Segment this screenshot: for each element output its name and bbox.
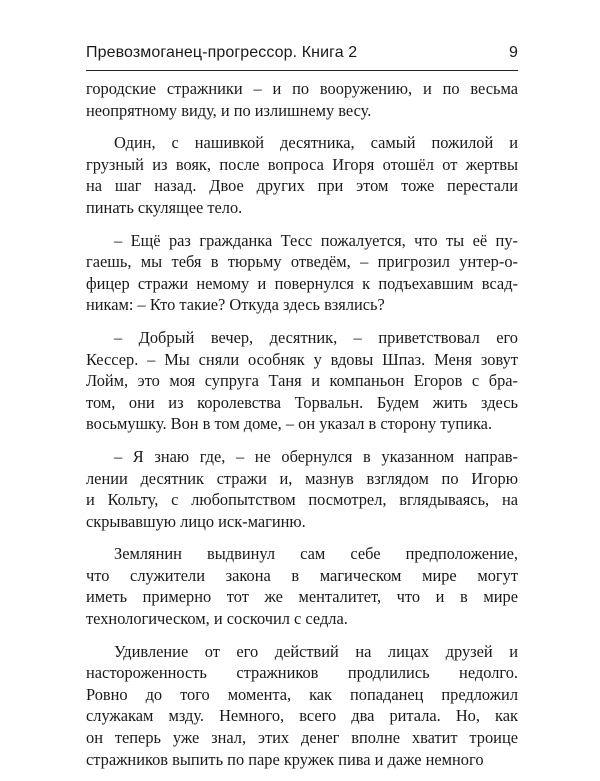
text-line: и Кольту, с любопытством посмотрел, вглядываясь, на	[86, 490, 518, 510]
text-line: Землянин выдвинул сам себе предположение,	[114, 544, 518, 564]
text-line: служакам мзду. Немного, всего два ритала. Но, как	[86, 706, 518, 726]
paragraph	[86, 641, 518, 771]
text-line: Кессер. – Мы сняли особняк у вдовы Шпаз. Меня зовут	[86, 349, 518, 369]
paragraph	[86, 132, 518, 218]
page-number: 9	[509, 44, 518, 61]
text-line: гаешь, мы тебя в тюрьму отведём, – пригрозил унтер-о-	[86, 252, 518, 272]
text-line: на шаг назад. Двое других при этом тоже перестали	[86, 176, 518, 196]
text-line: технологическом, и соскочил с седла.	[86, 609, 348, 629]
text-line: восьмушку. Вон в том доме, – он указал в сторону тупика.	[86, 414, 493, 434]
text-line: настороженность стражников продлились недолго.	[86, 663, 518, 683]
book-title: Превозмоганец-прогрессор. Книга 2	[86, 44, 358, 61]
text-line: иметь примерно тот же менталитет, что и в мире	[86, 587, 518, 607]
text-line: пинать скулящее тело.	[86, 197, 243, 217]
text-line: том, они из королевства Торвальн. Будем жить здесь	[86, 392, 518, 412]
body-text	[86, 78, 518, 781]
paragraph	[86, 543, 518, 629]
text-line: скрывавшую лицо иск-магиню.	[86, 511, 306, 531]
running-header	[86, 44, 518, 68]
text-line: что служители закона в магическом мире могут	[86, 565, 518, 585]
text-line: лении десятник стражи и, мазнув взглядом по Игорю	[86, 468, 518, 488]
text-line: Лойм, это моя супруга Таня и компаньон Егоров с бра-	[86, 371, 518, 391]
text-line: – Я знаю где, – не обернулся в указанном направ-	[114, 446, 518, 466]
paragraph	[86, 230, 518, 316]
text-line: стражников выпить по паре кружек пива и даже немного	[86, 749, 484, 769]
text-line: грузный из вояк, после вопроса Игоря отошёл от жертвы	[86, 154, 518, 174]
text-line: Удивление от его действий на лицах друзей и	[114, 641, 518, 661]
header-rule	[86, 70, 518, 71]
paragraph	[86, 446, 518, 532]
text-line: Ровно до того момента, как попаданец предложил	[86, 684, 518, 704]
text-line: Один, с нашивкой десятника, самый пожилой и	[114, 133, 518, 153]
paragraph	[86, 78, 518, 121]
text-line: он теперь уже знал, этих денег вполне хватит троице	[86, 728, 518, 748]
text-line: – Добрый вечер, десятник, – приветствовал его	[114, 327, 518, 347]
text-line: никам: – Кто такие? Откуда здесь взялись?	[86, 295, 385, 315]
text-line: фицер стражи немому и повернулся к подъехавшим всад-	[86, 273, 518, 293]
text-line: городские стражники – и по вооружению, и по весьма	[86, 79, 518, 98]
text-line: – Ещё раз гражданка Тесс пожалуется, что ты её пу-	[114, 230, 518, 250]
text-line: неопрятному виду, и по излишнему весу.	[86, 100, 372, 120]
paragraph	[86, 327, 518, 435]
